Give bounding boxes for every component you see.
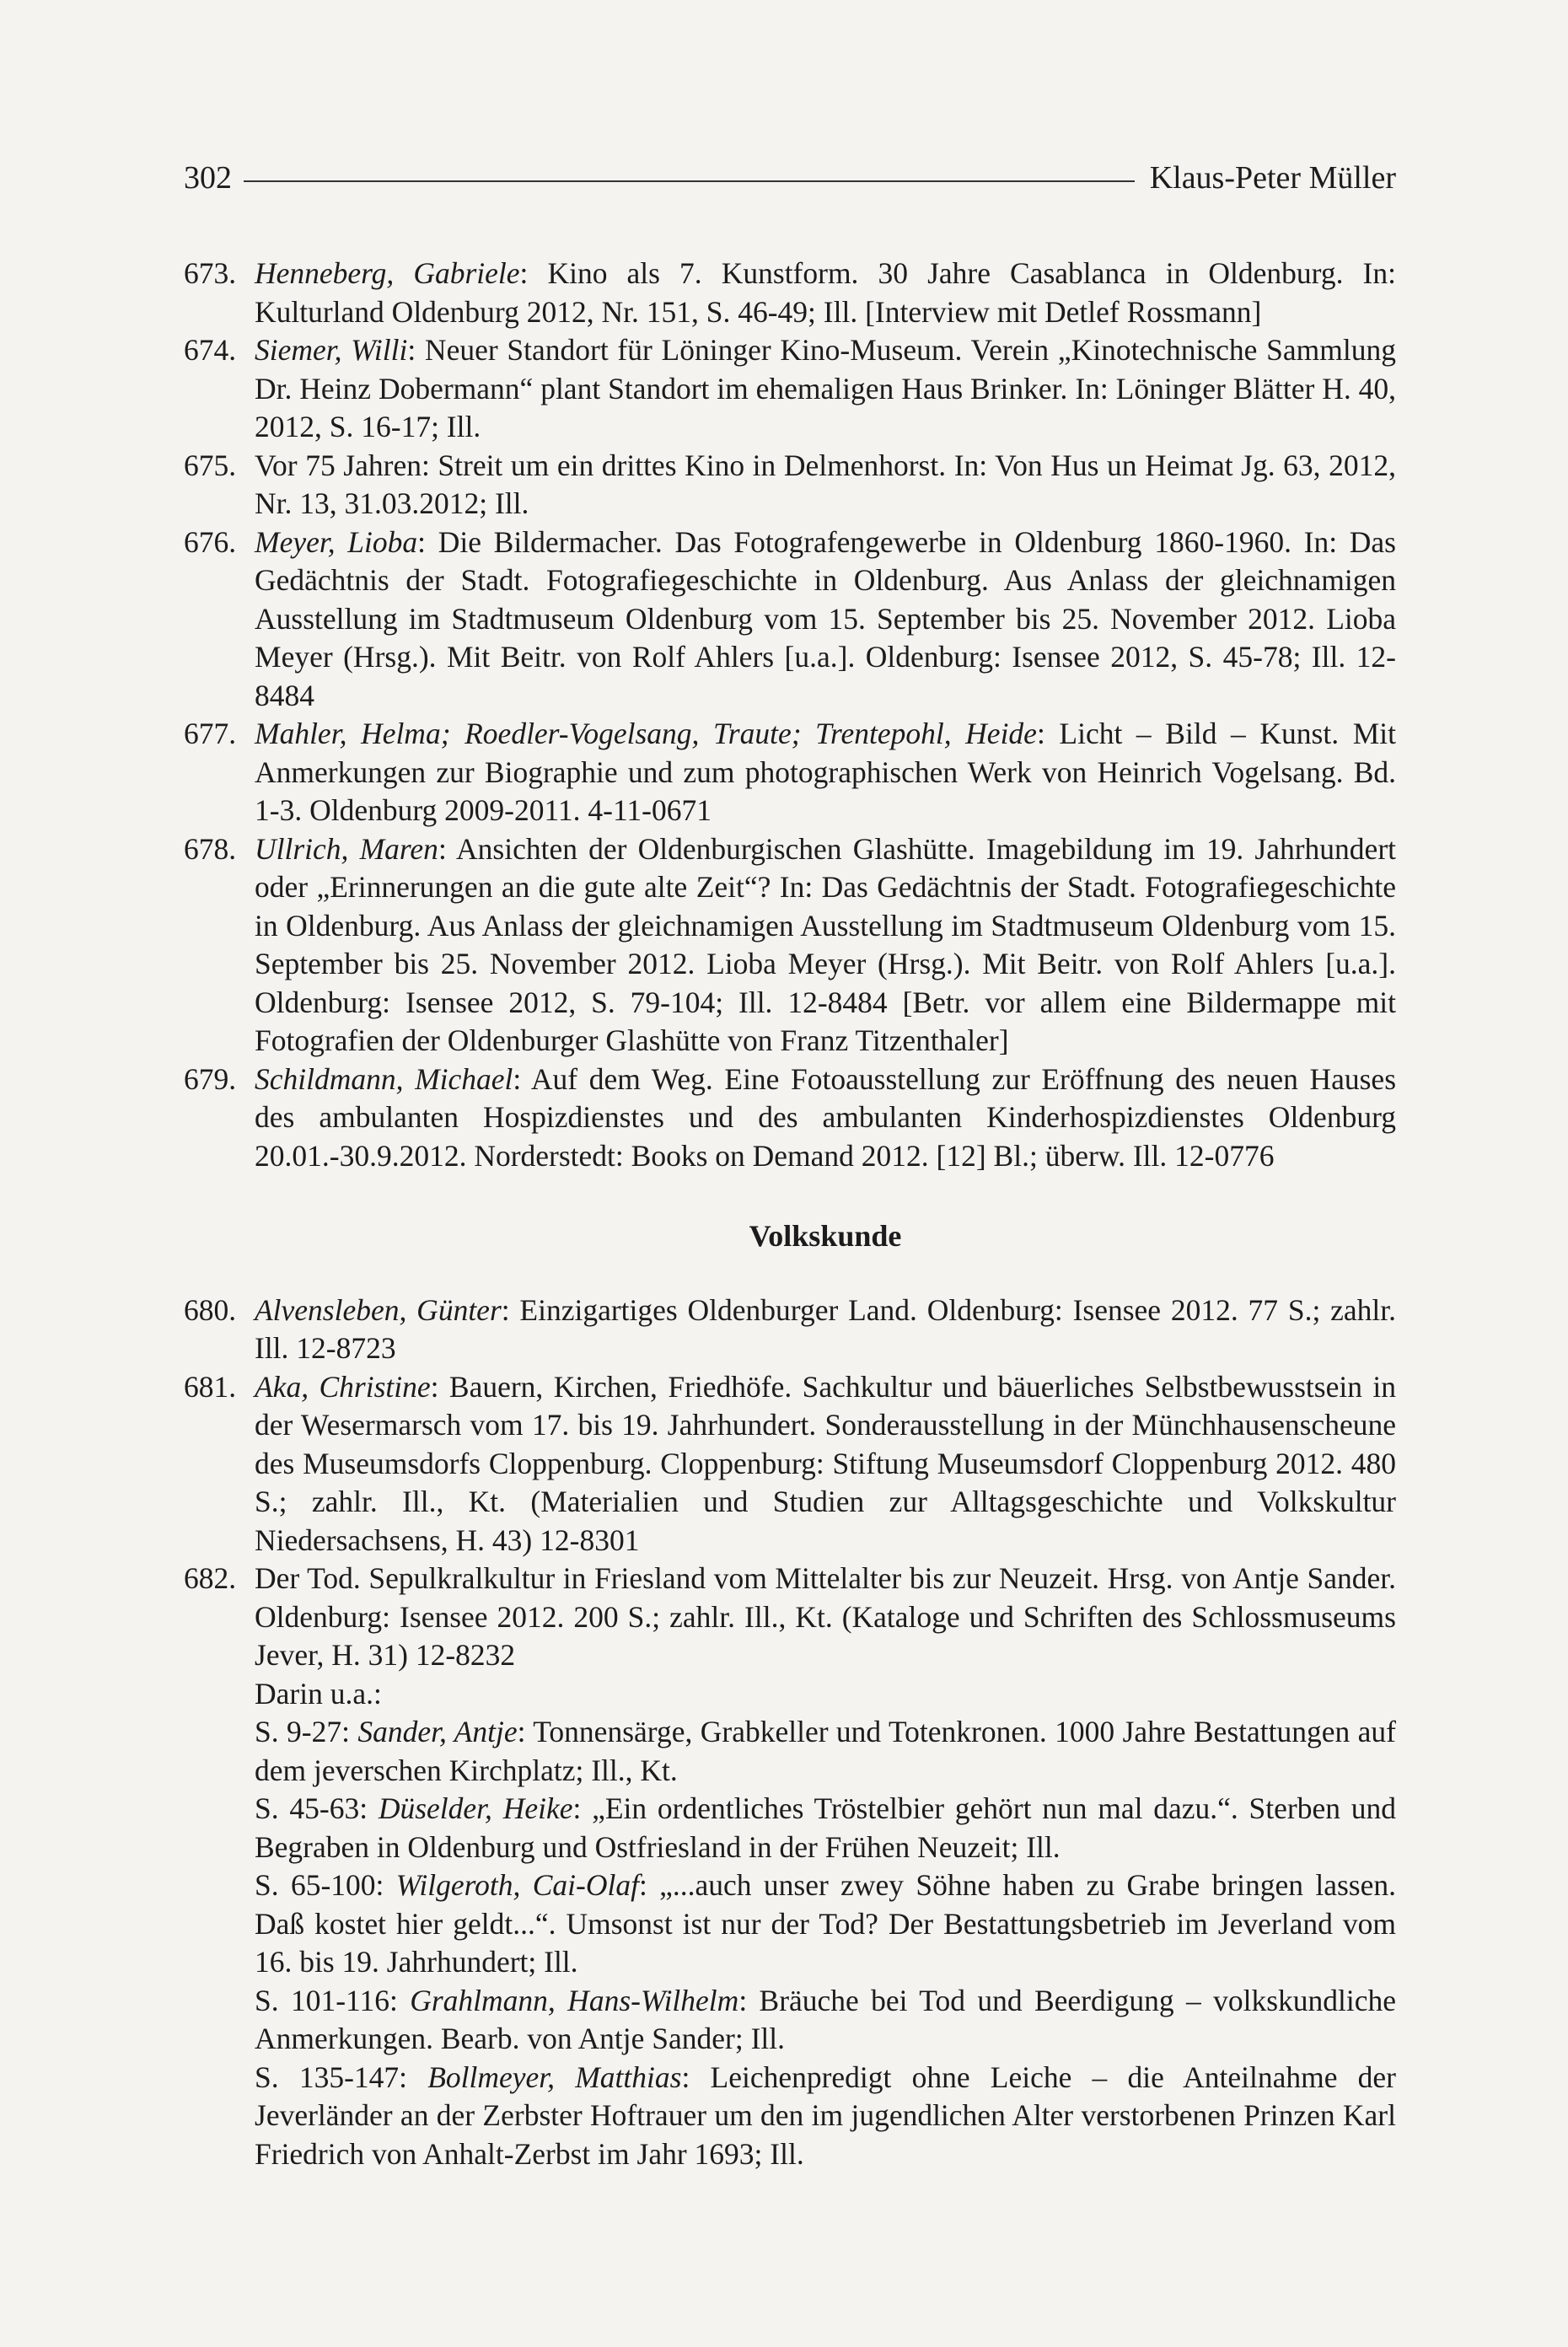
entry-description: : Auf dem Weg. Eine Fotoausstellung zur Eröffnung des neuen Hauses des ambulanten Hospizdienstes und des ambulanten Kinderhospizdienstes Oldenburg 20.01.-30.9.2012. Norderstedt: Books on Demand 2012. [12] Bl.; überw. Ill. 12-0776 <box>255 1061 1397 1173</box>
entry-675 <box>184 447 1396 524</box>
entry-677 <box>184 715 1396 830</box>
entry-number: 682. <box>184 1561 237 1595</box>
page-number: 302 <box>184 160 232 196</box>
entry-678 <box>184 830 1396 1061</box>
entry-text <box>255 447 1396 524</box>
entry-number: 674. <box>184 333 237 367</box>
sub-entry-text: : Bräuche bei Tod und Beerdigung – volkskundliche Anmerkungen. Bearb. von Antje Sander; Ill. <box>255 1983 1396 2055</box>
entry-680 <box>184 1292 1396 1368</box>
entry-number: 678. <box>184 831 237 866</box>
sub-entry-pages: S. 45-63: <box>255 1791 379 1825</box>
sub-entry-text: : Tonnensärge, Grabkeller und Totenkronen. 1000 Jahre Bestattungen auf dem jeverschen Kirchplatz; Ill., Kt. <box>255 1715 1396 1787</box>
sub-entry-pages: S. 65-100: <box>255 1868 396 1902</box>
contents-label: Darin u.a.: <box>255 1676 382 1711</box>
entry-number: 677. <box>184 717 237 750</box>
sub-entry-pages: S. 135-147: <box>255 2060 428 2094</box>
sub-entry-author: Grahlmann, Hans-Wilhelm <box>410 1983 739 2017</box>
entry-676 <box>184 524 1396 716</box>
entry-number: 681. <box>184 1369 237 1404</box>
entry-author: Alvensleben, Günter <box>255 1292 502 1327</box>
sub-entry <box>255 1790 1396 1866</box>
entry-679 <box>184 1061 1396 1176</box>
sub-entry-author: Sander, Antje <box>357 1715 518 1748</box>
entry-description: : Ansichten der Oldenburgischen Glashütte. Imagebildung im 19. Jahrhundert oder „Erinnerungen an die gute alte Zeit“? In: Das Gedächtnis der Stadt. Fotografiegeschichte in Oldenburg. Aus Anlass der gleichnamigen Ausstellung im Stadtmuseum Oldenburg vom 15. September bis 25. November 2012. Lioba Meyer (Hrsg.). Mit Beitr. von Rolf Ahlers [u.a.]. Oldenburg: Isensee 2012, S. 79-104; Ill. 12-8484 [Betr. vor allem eine Bildermappe mit Fotografien der Oldenburger Glashütte von Franz Titzenthaler] <box>255 831 1397 1057</box>
entry-text <box>255 524 1396 716</box>
entry-description: : Licht – Bild – Kunst. Mit Anmerkungen zur Biographie und zum photographischen Werk von Heinrich Vogelsang. Bd. 1-3. Oldenburg 2009-2011. 4-11-0671 <box>255 717 1396 827</box>
entry-number: 679. <box>184 1061 237 1096</box>
entry-text <box>255 255 1396 331</box>
entry-author: Meyer, Lioba <box>255 524 418 559</box>
entry-text <box>255 331 1396 447</box>
entry-number: 676. <box>184 524 237 559</box>
sub-entry-author: Bollmeyer, Matthias <box>427 2060 682 2094</box>
entry-text <box>255 1292 1396 1368</box>
entry-number: 673. <box>184 256 237 290</box>
header-rule <box>244 180 1135 182</box>
entry-author: Schildmann, Michael <box>255 1061 513 1096</box>
entry-author: Henneberg, Gabriele <box>255 256 520 290</box>
entry-description: : Kino als 7. Kunstform. 30 Jahre Casablanca in Oldenburg. In: Kulturland Oldenburg 2012, Nr. 151, S. 46-49; Ill. [Interview mit Detlef Rossmann] <box>255 256 1396 329</box>
entry-text <box>255 715 1396 830</box>
entry-description: : Die Bildermacher. Das Fotografengewerbe in Oldenburg 1860-1960. In: Das Gedächtnis der Stadt. Fotografiegeschichte in Oldenburg. Aus Anlass der gleichnamigen Ausstellung im Stadtmuseum Oldenburg vom 15. September bis 25. November 2012. Lioba Meyer (Hrsg.). Mit Beitr. von Rolf Ahlers [u.a.]. Oldenburg: Isensee 2012, S. 45-78; Ill. 12-8484 <box>255 524 1396 712</box>
entry-author: Mahler, Helma; Roedler-Vogelsang, Traute; Trentepohl, Heide <box>255 717 1037 750</box>
sub-entry-text: : „...auch unser zwey Söhne haben zu Grabe bringen lassen. Daß kostet hier geldt...“. Umsonst ist nur der Tod? Der Bestattungsbetrieb im Jeverland vom 16. bis 19. Jahrhundert; Ill. <box>255 1868 1396 1979</box>
entry-description: : Bauern, Kirchen, Friedhöfe. Sachkultur und bäuerliches Selbstbewusstsein in der Wesermarsch vom 17. bis 19. Jahrhundert. Sonderausstellung in der Münchhausenscheune des Museumsdorfs Cloppenburg. Cloppenburg: Stiftung Museumsdorf Cloppenburg 2012. 480 S.; zahlr. Ill., Kt. (Materialien und Studien zur Alltagsgeschichte und Volkskultur Niedersachsens, H. 43) 12-8301 <box>255 1369 1396 1557</box>
entry-description: : Neuer Standort für Löninger Kino-Museum. Verein „Kinotechnische Sammlung Dr. Heinz Dobermann“ plant Standort im ehemaligen Haus Brinker. In: Löninger Blätter H. 40, 2012, S. 16-17; Ill. <box>255 333 1396 443</box>
sub-entry-text: : Leichenpredigt ohne Leiche – die Anteilnahme der Jeverländer an der Zerbster Hoftrauer um den im jugendlichen Alter verstorbenen Prinzen Karl Friedrich von Anhalt-Zerbst im Jahr 1693; Ill. <box>255 2060 1396 2171</box>
sub-entry-author: Wilgeroth, Cai-Olaf <box>395 1868 639 1902</box>
entry-text <box>255 1061 1396 1176</box>
bibliography <box>184 255 1396 2173</box>
entry-681 <box>184 1368 1396 1560</box>
entry-author: Ullrich, Maren <box>255 831 438 866</box>
entry-description: Vor 75 Jahren: Streit um ein drittes Kino in Delmenhorst. In: Von Hus un Heimat Jg. 63, 2012, Nr. 13, 31.03.2012; Ill. <box>255 448 1396 520</box>
sub-entry-author: Düselder, Heike <box>378 1791 573 1825</box>
sub-entry <box>255 1982 1396 2059</box>
section-heading: Volkskunde <box>749 1219 902 1253</box>
entry-text <box>255 1560 1396 2173</box>
entry-text <box>255 1368 1396 1560</box>
entry-682 <box>184 1560 1396 2173</box>
sub-entry-pages: S. 101-116: <box>255 1983 411 2017</box>
entry-description: Der Tod. Sepulkralkultur in Friesland vom Mittelalter bis zur Neuzeit. Hrsg. von Antje Sander. Oldenburg: Isensee 2012. 200 S.; zahlr. Ill., Kt. (Kataloge und Schriften des Schlossmuseums Jever, H. 31) 12-8232 <box>255 1561 1396 1672</box>
entry-673 <box>184 255 1396 331</box>
entry-text <box>255 830 1396 1061</box>
sub-entry <box>255 1866 1396 1982</box>
entry-author: Siemer, Willi <box>255 333 408 367</box>
running-header <box>184 157 1396 199</box>
sub-entry <box>255 2059 1396 2174</box>
entry-number: 675. <box>184 448 237 482</box>
running-author: Klaus-Peter Müller <box>1149 160 1396 196</box>
sub-entry-pages: S. 9-27: <box>255 1715 358 1748</box>
entry-author: Aka, Christine <box>255 1369 431 1404</box>
entry-number: 680. <box>184 1292 237 1327</box>
sub-entry <box>255 1713 1396 1790</box>
entry-674 <box>184 331 1396 447</box>
sub-entry-text: : „Ein ordentliches Tröstelbier gehört nun mal dazu.“. Sterben und Begraben in Oldenburg und Ostfriesland in der Frühen Neuzeit; Ill. <box>255 1791 1397 1864</box>
entry-description: : Einzigartiges Oldenburger Land. Oldenburg: Isensee 2012. 77 S.; zahlr. Ill. 12-8723 <box>255 1292 1397 1365</box>
